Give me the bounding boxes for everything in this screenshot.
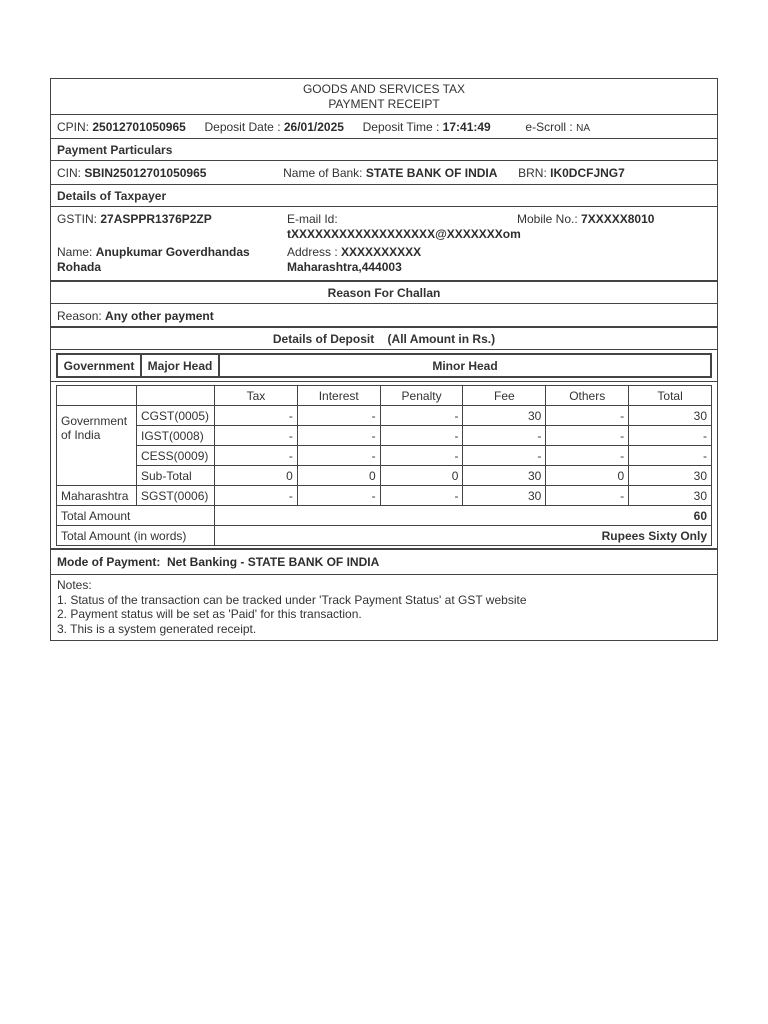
gstin-label: GSTIN:	[57, 212, 98, 226]
cell: -	[546, 446, 629, 466]
address-label: Address :	[287, 245, 338, 259]
notes	[51, 575, 717, 640]
cell: 0	[297, 466, 380, 486]
mobile-label: Mobile No.:	[517, 212, 578, 226]
name-line1: Anupkumar Goverdhandas	[95, 245, 250, 259]
cell: -	[297, 446, 380, 466]
name-label: Name:	[57, 245, 93, 259]
amount-header-row	[57, 386, 712, 406]
mobile-value: 7XXXXX8010	[581, 212, 655, 226]
cin-label: CIN:	[57, 166, 81, 180]
cin-value: SBIN25012701050965	[84, 166, 207, 180]
col-tax: Tax	[215, 386, 298, 406]
cell: -	[546, 486, 629, 506]
govt-of-india-cell	[57, 406, 137, 486]
cell: -	[380, 486, 463, 506]
reason-label: Reason:	[57, 309, 102, 323]
name-line2: Rohada	[57, 260, 102, 274]
total-words-label: Total Amount (in words)	[57, 526, 215, 546]
taxpayer-address	[287, 245, 421, 275]
table-row	[57, 446, 712, 466]
mobile	[517, 212, 654, 227]
col-fee: Fee	[463, 386, 546, 406]
notes-heading: Notes:	[57, 578, 92, 592]
reason-row	[51, 304, 717, 328]
gst-payment-receipt	[50, 78, 718, 641]
brn-label: BRN:	[518, 166, 547, 180]
reason-value: Any other payment	[105, 309, 214, 323]
subtotal-row	[57, 466, 712, 486]
government-header: Government	[57, 354, 141, 377]
col-total: Total	[629, 386, 712, 406]
note-item: 2. Payment status will be set as 'Paid' for this transaction.	[57, 607, 362, 621]
cpin-row	[51, 115, 717, 139]
cell: -	[297, 406, 380, 426]
major-head-igst: IGST(0008)	[137, 426, 215, 446]
cell: 0	[215, 466, 298, 486]
cell: -	[380, 426, 463, 446]
deposit-date-value: 26/01/2025	[283, 120, 344, 134]
receipt-header	[51, 79, 717, 115]
cell: -	[546, 426, 629, 446]
total-words-value: Rupees Sixty Only	[215, 526, 712, 546]
cell: 30	[463, 486, 546, 506]
cell: -	[380, 446, 463, 466]
cpin-value: 25012701050965	[92, 120, 186, 134]
cell: -	[215, 486, 298, 506]
table-row	[57, 426, 712, 446]
taxpayer-details	[51, 207, 717, 282]
cell: 30	[629, 466, 712, 486]
cell: -	[463, 446, 546, 466]
state-govt: Maharashtra	[57, 486, 137, 506]
major-head-header: Major Head	[141, 354, 219, 377]
cin-row	[51, 161, 717, 185]
cell: -	[215, 426, 298, 446]
mode-of-payment-row	[51, 550, 717, 575]
address-line2: Maharashtra,444003	[287, 260, 402, 274]
table-row	[57, 406, 712, 426]
total-amount-label: Total Amount	[57, 506, 215, 526]
cell: 30	[629, 486, 712, 506]
col-others: Others	[546, 386, 629, 406]
cell: -	[629, 426, 712, 446]
cell: -	[215, 446, 298, 466]
cell: -	[380, 406, 463, 426]
major-head-cess: CESS(0009)	[137, 446, 215, 466]
total-amount-row	[57, 506, 712, 526]
escroll-value: NA	[576, 123, 590, 134]
deposit-time-label: Deposit Time :	[362, 120, 440, 134]
blank-cell	[137, 386, 215, 406]
cell: 30	[463, 406, 546, 426]
state-row	[57, 486, 712, 506]
mode-of-payment-value: Net Banking - STATE BANK OF INDIA	[167, 555, 380, 569]
minor-head-header: Minor Head	[219, 354, 711, 377]
major-head-cgst: CGST(0005)	[137, 406, 215, 426]
reason-for-challan-heading: Reason For Challan	[51, 282, 717, 304]
col-penalty: Penalty	[380, 386, 463, 406]
total-words-row	[57, 526, 712, 546]
mode-of-payment-label: Mode of Payment:	[57, 555, 161, 569]
note-item: 3. This is a system generated receipt.	[57, 621, 257, 636]
receipt-subtitle: PAYMENT RECEIPT	[328, 97, 440, 111]
head-table-wrap	[51, 350, 717, 382]
brn-value: IK0DCFJNG7	[550, 166, 625, 180]
cell: 0	[546, 466, 629, 486]
email-label: E-mail Id:	[287, 212, 338, 226]
cell: 30	[463, 466, 546, 486]
cell: -	[297, 426, 380, 446]
taxpayer-name	[57, 245, 250, 275]
cell: 0	[380, 466, 463, 486]
col-interest: Interest	[297, 386, 380, 406]
details-of-taxpayer-heading: Details of Taxpayer	[51, 185, 717, 207]
cell: -	[463, 426, 546, 446]
bank-value: STATE BANK OF INDIA	[365, 166, 498, 180]
payment-particulars-heading: Payment Particulars	[51, 139, 717, 161]
address-line1: XXXXXXXXXX	[341, 245, 422, 259]
gstin	[57, 212, 212, 227]
total-amount-value: 60	[215, 506, 712, 526]
cell: -	[629, 446, 712, 466]
escroll-label: e-Scroll :	[525, 120, 573, 134]
amount-table-wrap	[51, 382, 717, 550]
cpin-label: CPIN:	[57, 120, 90, 134]
cell: -	[546, 406, 629, 426]
subtotal-label: Sub-Total	[137, 466, 215, 486]
deposit-date-label: Deposit Date :	[204, 120, 281, 134]
govt-of-india-line2: of India	[61, 428, 101, 442]
amount-table	[56, 385, 712, 546]
details-of-deposit-heading: Details of Deposit (All Amount in Rs.)	[51, 328, 717, 350]
gstin-value: 27ASPPR1376P2ZP	[100, 212, 212, 226]
govt-of-india-line1: Government	[61, 414, 128, 428]
note-item: 1. Status of the transaction can be tracked under 'Track Payment Status' at GST website	[57, 592, 527, 607]
receipt-title: GOODS AND SERVICES TAX	[302, 82, 466, 96]
email-value: tXXXXXXXXXXXXXXXXXX@XXXXXXXom	[287, 227, 521, 241]
bank-label: Name of Bank:	[283, 166, 363, 180]
email	[287, 212, 521, 242]
cell: 30	[629, 406, 712, 426]
head-table	[56, 353, 712, 378]
blank-cell	[57, 386, 137, 406]
deposit-time-value: 17:41:49	[442, 120, 491, 134]
major-head-sgst: SGST(0006)	[137, 486, 215, 506]
cell: -	[215, 406, 298, 426]
cell: -	[297, 486, 380, 506]
